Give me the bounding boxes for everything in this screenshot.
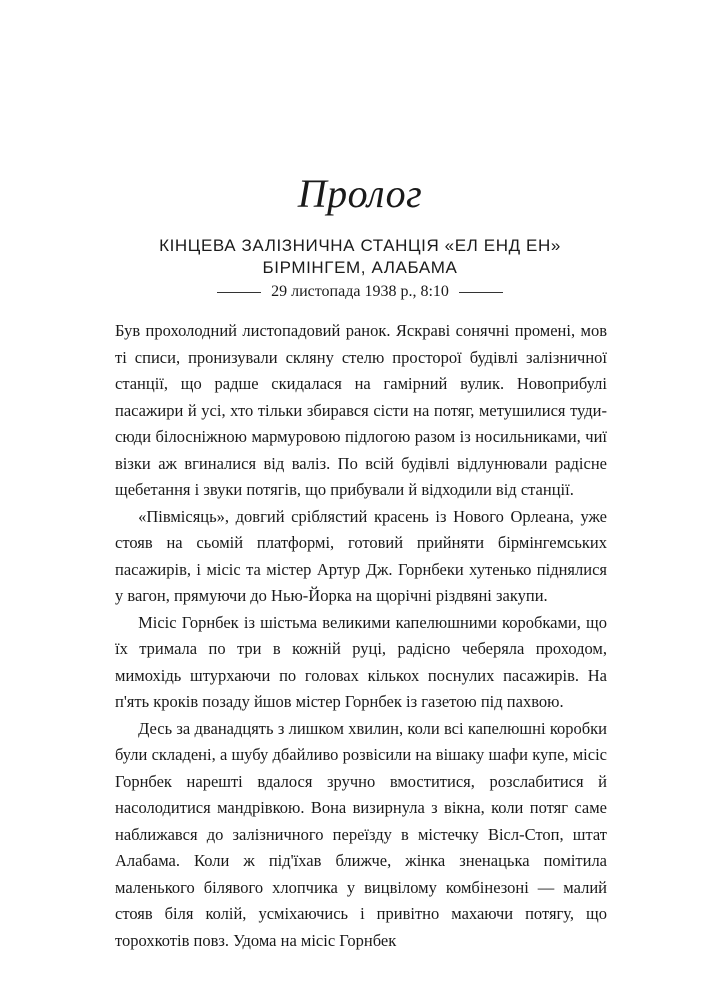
dateline [0,283,720,301]
body-text [115,318,607,954]
paragraph-1: Був прохолодний листопадовий ранок. Яскраві сонячні промені, мов ті списи, пронизували скляну стелю просторої будівлі залізничної станції, що радше скидалася на гамірний вулик. Новоприбулі пасажири й усі, хто тільки збирався сісти на потяг, метушилися туди-сюди білосніжною мармуровою підлогою разом із носильниками, чиї візки аж вгиналися від валіз. По всій будівлі відлунювали радісне щебетання і звуки потягів, що прибували й відходили від станції. [115,321,607,499]
chapter-date: 29 листопада 1938 р., 8:10 [271,283,449,300]
paragraph-2: «Півмісяць», довгий сріблястий красень із Нового Орлеана, уже стояв на сьомій платформі, готовий прийняти бірмінгемських пасажирів, і місіс та містер Артур Дж. Горнбеки хутенько піднялися у вагон, прямуючи до Нью-Йорка на щорічні різдвяні закупи. [115,506,607,605]
dateline-rule-right [459,292,503,293]
paragraph-4: Десь за дванадцять з лишком хвилин, коли всі капелюшні коробки були складені, а шубу дбайливо розвісили на вішаку шафи купе, місіс Горнбек нарешті вдалося зручно вмоститися, розслабитися й насолодитися мандрівкою. Вона визирнула з вікна, коли потяг саме наближався до залізничного переїзду в містечку Вісл-Стоп, штат Алабама. Коли ж під'їхав ближче, жінка зненацька помітила маленького білявого хлопчика у вицвілому комбінезоні — малий стояв біля колій, усміхаючись і привітно махаючи потягу, що торохкотів повз. Удома на місіс Горнбек [115,718,607,950]
paragraph-3: Місіс Горнбек із шістьма великими капелюшними коробками, що їх тримала по три в кожній руці, радісно чеберяла проходом, мимохідь штурхаючи по головах кількох поснулих пасажирів. На п'ять кроків позаду йшов містер Горнбек із газетою під пахвою. [115,612,607,711]
dateline-rule-left [217,292,261,293]
location-line-1: КІНЦЕВА ЗАЛІЗНИЧНА СТАНЦІЯ «ЕЛ ЕНД ЕН» [159,236,561,255]
chapter-title: Пролог [297,171,423,216]
location-line-2: БІРМІНГЕМ, АЛАБАМА [262,258,458,277]
